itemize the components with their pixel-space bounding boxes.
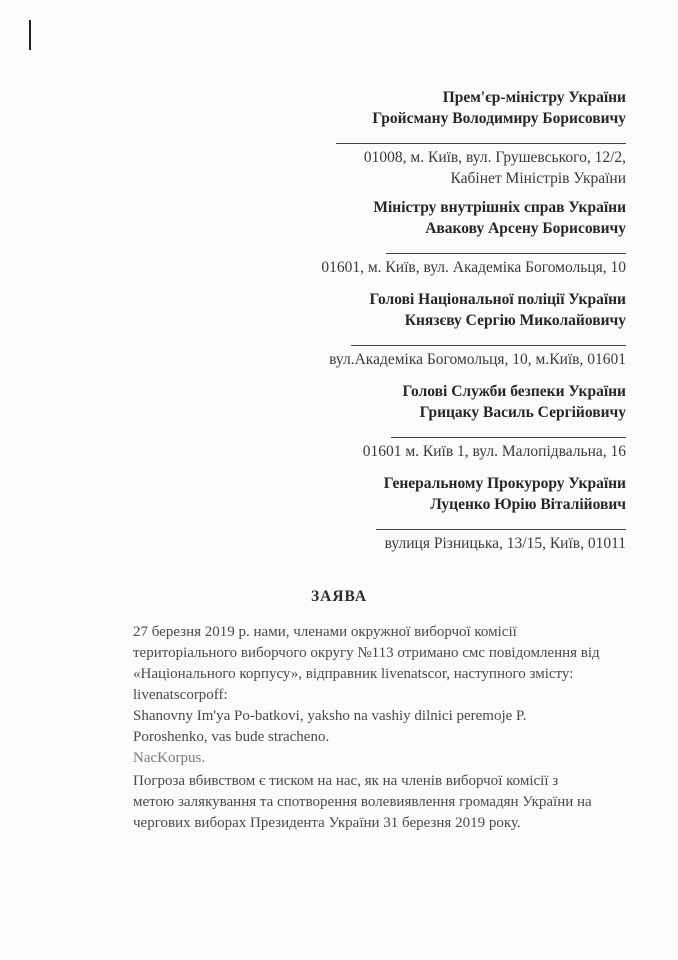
addressee-police-head (246, 289, 626, 370)
addressee-address: 01601, м. Київ, вул. Академіка Богомольця, 10 (321, 259, 626, 276)
addressee-name: Авакову Арсену Борисовичу (425, 220, 626, 237)
addressee-title: Генеральному Прокурору України (383, 475, 626, 492)
addressee-prosecutor-general (246, 473, 626, 554)
signature-rule (351, 345, 626, 346)
paragraph-line: метою залякування та спотворення волевиявлення громадян України на (133, 794, 592, 810)
statement-paragraph (133, 622, 628, 685)
scan-edge-mark (29, 20, 31, 50)
addressee-name: Гройсману Володимиру Борисовичу (372, 110, 626, 127)
addressee-prime-minister (286, 87, 626, 189)
signature-rule (391, 437, 626, 438)
addressee-sbu-head (246, 381, 626, 462)
signature-rule (336, 143, 626, 144)
paragraph-line: 27 березня 2019 р. нами, членами окружної виборчої комісії (133, 624, 517, 640)
sms-signature: NacKorpus. (133, 750, 206, 766)
addressee-interior-minister (246, 197, 626, 278)
addressee-name: Князєву Сергію Миколайовичу (404, 312, 626, 329)
addressee-name: Луценко Юрію Віталійович (430, 496, 626, 513)
sms-text-line: Shanovny Im'ya Po-batkovi, yaksho na vashiy dilnici peremoje P. (133, 708, 527, 724)
paragraph-line: чергових виборах Президента України 31 березня 2019 року. (133, 815, 521, 831)
addressee-address: 01601 м. Київ 1, вул. Малопідвальна, 16 (362, 443, 626, 460)
addressee-address: 01008, м. Київ, вул. Грушевського, 12/2, (363, 149, 626, 166)
document-title: ЗАЯВА (310, 588, 368, 605)
signature-rule (376, 529, 626, 530)
signature-rule (386, 253, 626, 254)
addressee-address: вулиця Різницька, 13/15, Київ, 01011 (384, 535, 626, 552)
sms-text-line: Poroshenko, vas bude stracheno. (133, 729, 330, 745)
sms-sender: livenatscorpoff: (133, 687, 228, 703)
addressee-title: Голові Служби безпеки України (402, 383, 626, 400)
addressee-address: Кабінет Міністрів України (450, 170, 626, 187)
paragraph-line: територіального виборчого округу №113 отримано смс повідомлення від (133, 645, 600, 661)
sms-message (133, 685, 628, 769)
paragraph-line: «Національного корпусу», відправник livenatscor, наступного змісту: (133, 666, 574, 682)
addressee-title: Міністру внутрішніх справ України (373, 199, 626, 216)
addressee-address: вул.Академіка Богомольця, 10, м.Київ, 01601 (329, 351, 626, 368)
addressee-name: Грицаку Василь Сергійовичу (419, 404, 626, 421)
addressee-title: Прем'єр-міністру України (442, 89, 626, 106)
addressee-title: Голові Національної поліції України (369, 291, 626, 308)
paragraph-line: Погроза вбивством є тиском на нас, як на членів виборчої комісії з (133, 773, 559, 789)
threat-paragraph (133, 771, 628, 834)
